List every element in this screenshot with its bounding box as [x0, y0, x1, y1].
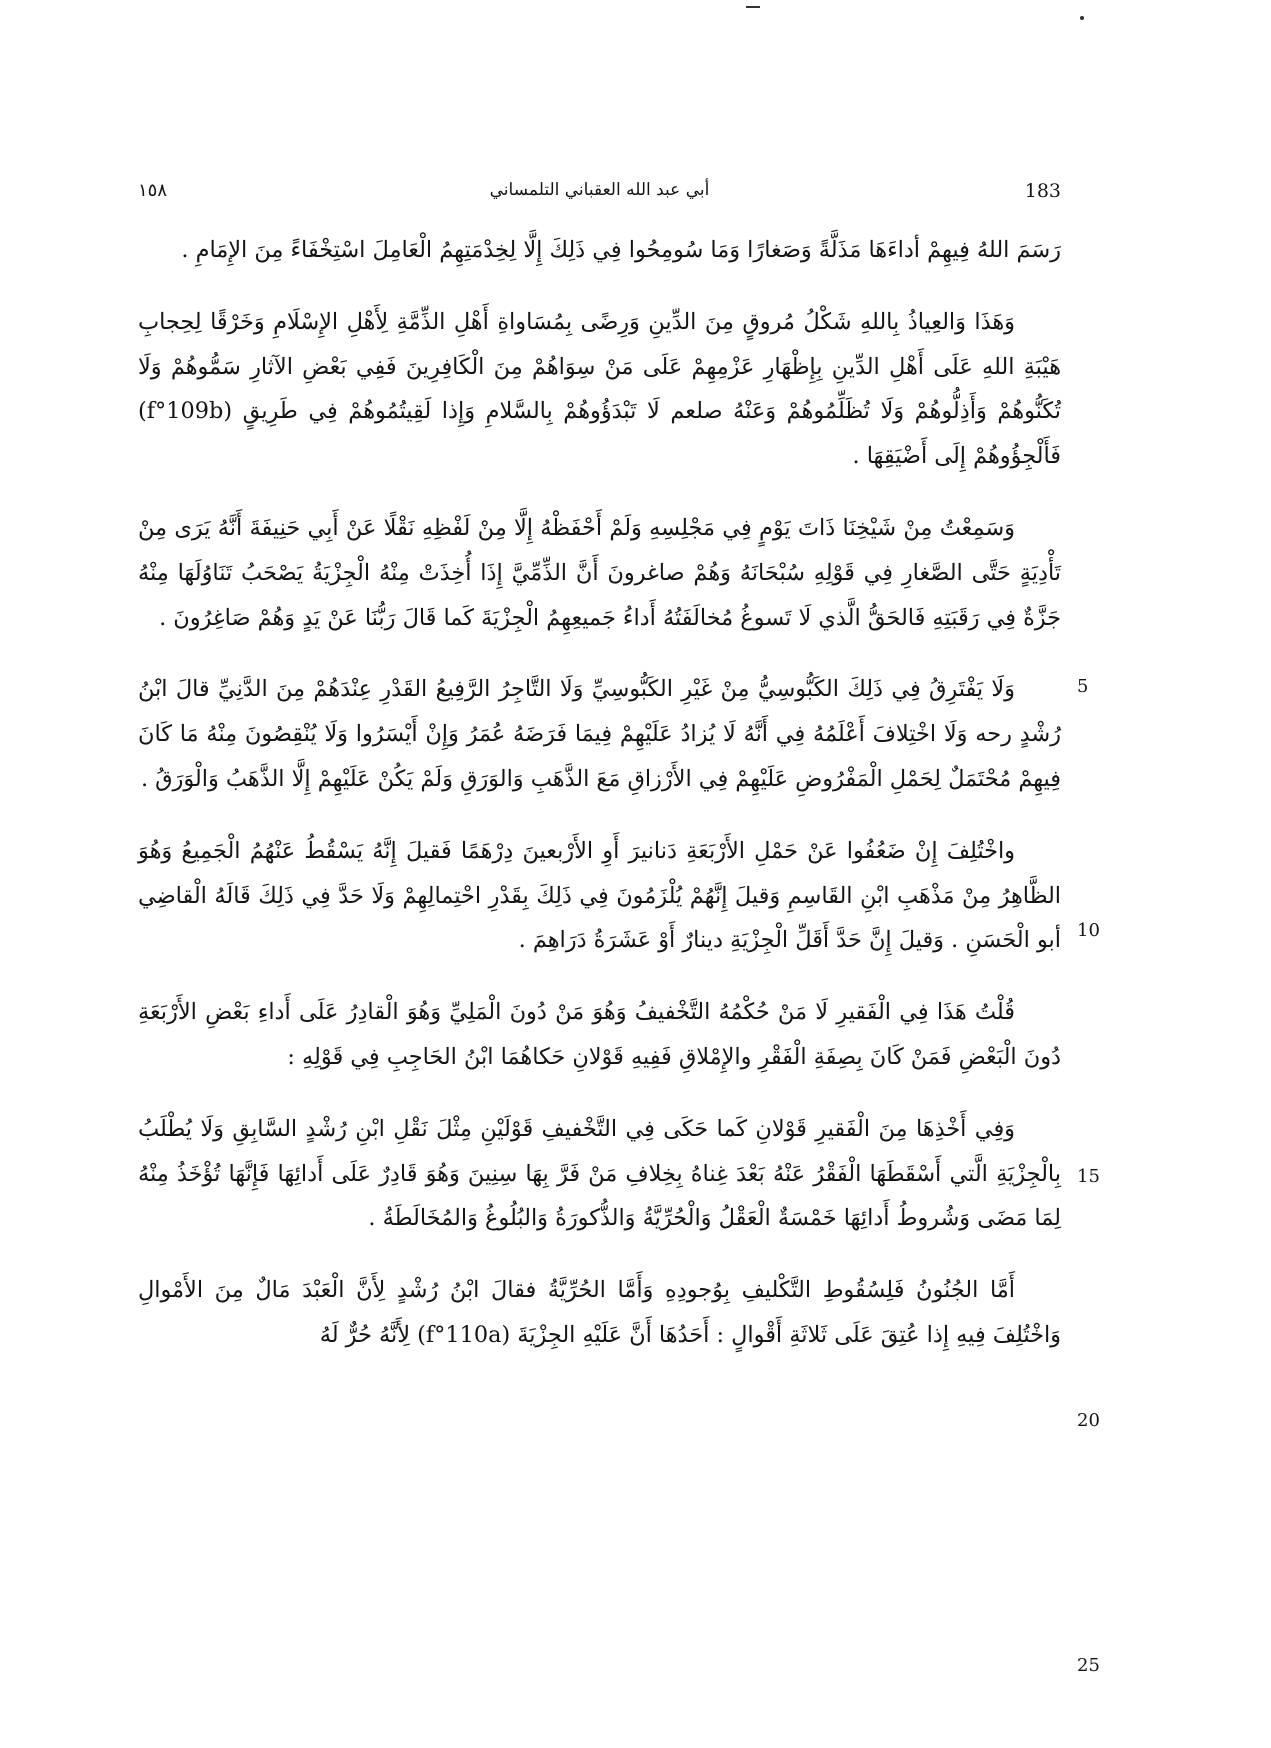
text-body	[138, 228, 1061, 1385]
paragraph: وَسَمِعْتُ مِنْ شَيْخِنَا ذَاتَ يَوْمٍ فِي مَجْلِسِهِ وَلَمْ أَحْفَظْهُ إِلَّا مِنْ لَفْظِهِ نَقْلًا عَنْ أَبِي حَنِيفَةَ أَنَّهُ يَرَى مِنْ تَأْدِيَةٍ حَتَّى الصَّغارِ فِي قَوْلِهِ سُبْحَانَهُ وَهُمْ صاغرونَ أَنَّ الذِّمِّيَّ إِذَا أُخِذَتْ مِنْهُ الْجِزْيَةُ يَصْحَبُ تَنَاوُلَهَا مِنْهُ جَزَّةٌ فِي رَقَبَتِهِ فَالحَقُّ الَّذي لَا تَسوغُ مُخالَفَتُهُ أَداءُ جَميعِهِمُ الْجِزْيَةَ كَما قَالَ رَبُّنَا عَنْ يَدٍ وَهُمْ صَاغِرُونَ .	[138, 514, 1061, 631]
page-number: 183	[1024, 180, 1061, 202]
line-number: 20	[1077, 1410, 1100, 1431]
line-number: 5	[1077, 676, 1089, 697]
paragraph: قُلْتُ هَذَا فِي الْفَقيرِ لَا مَنْ حُكْمُهُ التَّخْفيفُ وَهُوَ مَنْ دُونَ الْمَلِيِّ وَهُوَ الْقادِرُ عَلَى أَداءِ بَعْضِ الأَرْبَعَةِ دُونَ الْبَعْضِ فَمَنْ كَانَ بِصِفَةِ الْفَقْرِ والإِمْلاقِ فَفِيهِ قَوْلانِ حَكاهُمَا ابْنُ الحَاجِبِ فِي قَوْلِهِ :	[138, 999, 1061, 1070]
scan-mark-top	[746, 6, 760, 8]
paragraph: وَفِي أَخْذِهَا مِنَ الْفَقيرِ قَوْلانِ كَما حَكَى فِي التَّخْفيفِ قَوْلَيْنِ مِثْلَ نَقْلِ ابْنِ رُشْدٍ السَّابِقِ وَلَا يُطْلَبُ بِالْجِزْيَةِ الَّتي أَسْقَطَهَا الْفَقْرُ عَنْهُ بَعْدَ غِناهُ بِخِلافِ مَنْ فَرَّ بِهَا سِنِينَ وَهُوَ قَادِرٌ عَلَى أَدائِهَا فَإِنَّهَا تُؤْخَذُ مِنْهُ لِمَا مَضَى وَشُروطُ أَدائِهَا خَمْسَةٌ الْعَقْلُ وَالْحُرِّيَّةُ وَالذُّكورَةُ وَالبُلُوغُ وَالمُخَالَطَةُ .	[138, 1115, 1061, 1232]
line-number: 10	[1077, 920, 1100, 941]
line-number: 25	[1077, 1655, 1100, 1676]
line-number: 15	[1077, 1166, 1100, 1187]
running-header	[138, 180, 1061, 220]
paragraph: وَلَا يَفْتَرِقُ فِي ذَلِكَ الكَبُّوسِيُّ مِنْ غَيْرِ الكَبُّوسِيِّ وَلَا التَّاجِرُ الرَّفِيعُ القَدْرِ عِنْدَهُمْ مِنَ الدَّنِيِّ قالَ ابْنُ رُشْدٍ رحه وَلَا اخْتِلافَ أَعْلَمُهُ فِي أَنَّهُ لَا يُزادُ عَلَيْهِمْ فِيمَا فَرَضَهُ عُمَرُ وَإِنْ أَيْسَرُوا وَلَا يُنْقِصُونَ مِنْهُ مَا كَانَ فِيهِمْ مُحْتَمَلٌ لِحَمْلِ الْمَفْرُوضِ عَلَيْهِمْ فِي الأَرْزاقِ مَعَ الذَّهَبِ وَالوَرَقِ وَلَمْ يَكُنْ عَلَيْهِمْ إِلَّا الذَّهَبُ وَالْوَرَقُ .	[138, 676, 1061, 792]
paragraph: وَهَذَا وَالعِياذُ بِاللهِ شَكْلُ مُروقٍ مِنَ الدِّينِ وَرِضًى بِمُسَاواةِ أَهْلِ الذِّمَّةِ لِأَهْلِ الإِسْلَامِ وَخَرْقًا لِحِجابِ هَيْبَةِ اللهِ عَلَى أَهْلِ الدِّينِ بِإِظْهَارِ عَزْمِهِمْ عَلَى مَنْ سِوَاهُمْ مِنَ الْكَافِرِينَ فَفِي بَعْضِ الآثارِ سَمُّوهُمْ وَلَا تُكَنُّوهُمْ وَأَذِلُّوهُمْ وَلَا تُظَلِّمُوهُمْ وَعَنْهُ صلعم لَا تَبْدَؤُوهُمْ بِالسَّلامِ وَإِذا لَقِيتُمُوهُمْ فِي طَرِيقٍ (f°109b) فَأَلْجِؤُوهُمْ إِلَى أَضْيَقِهَا .	[138, 308, 1061, 470]
running-title: أبي عبد الله العقباني التلمساني	[489, 180, 710, 200]
paragraph: أَمَّا الجُنُونُ فَلِسُقُوطِ التَّكْليفِ بِوُجودِهِ وَأَمَّا الحُرِّيَّةُ فقالَ ابْنُ رُشْدٍ لِأَنَّ الْعَبْدَ مَالٌ مِنَ الأَمْوالِ وَاخْتُلِفَ فِيهِ إِذا عُتِقَ عَلَى ثَلاثَةِ أَقْوالٍ : أَحَدُهَا أَنَّ عَلَيْهِ الجِزْيَةَ (f°110a) لِأَنَّهُ حُرٌّ لَهُ	[138, 1277, 1061, 1348]
paragraph: واخْتُلِفَ إِنْ ضَعُفُوا عَنْ حَمْلِ الأَرْبَعَةِ دَنانيرَ أَوِ الأَرْبعينَ دِرْهَمًا فَقيلَ إِنَّهُ يَسْقُطُ عَنْهُمُ الْجَمِيعُ وَهُوَ الظَّاهِرُ مِنْ مَذْهَبِ ابْنِ القَاسِمِ وَقيلَ إِنَّهُمْ يُلْزَمُونَ فِي ذَلِكَ بِقَدْرِ احْتِمالِهِمْ وَلَا حَدَّ فِي ذَلِكَ قَالَهُ الْقاضِي أبو الْحَسَنِ . وَقيلَ إِنَّ حَدَّ أَقَلِّ الْجِزْيَةِ دينارٌ أَوْ عَشَرَةُ دَرَاهِمَ .	[138, 837, 1061, 954]
page-number-arabic: ١٥٨	[138, 180, 168, 201]
paragraph: رَسَمَ اللهُ فِيهِمْ أداءَهَا مَذَلَّةً وَصَغارًا وَمَا سُومِحُوا فِي ذَلِكَ إِلَّا لِخِدْمَتِهِمُ الْعَامِلَ اسْتِخْفَاءً مِنَ الإِمَامِ .	[181, 237, 1061, 263]
scan-mark-dot	[1080, 16, 1084, 20]
